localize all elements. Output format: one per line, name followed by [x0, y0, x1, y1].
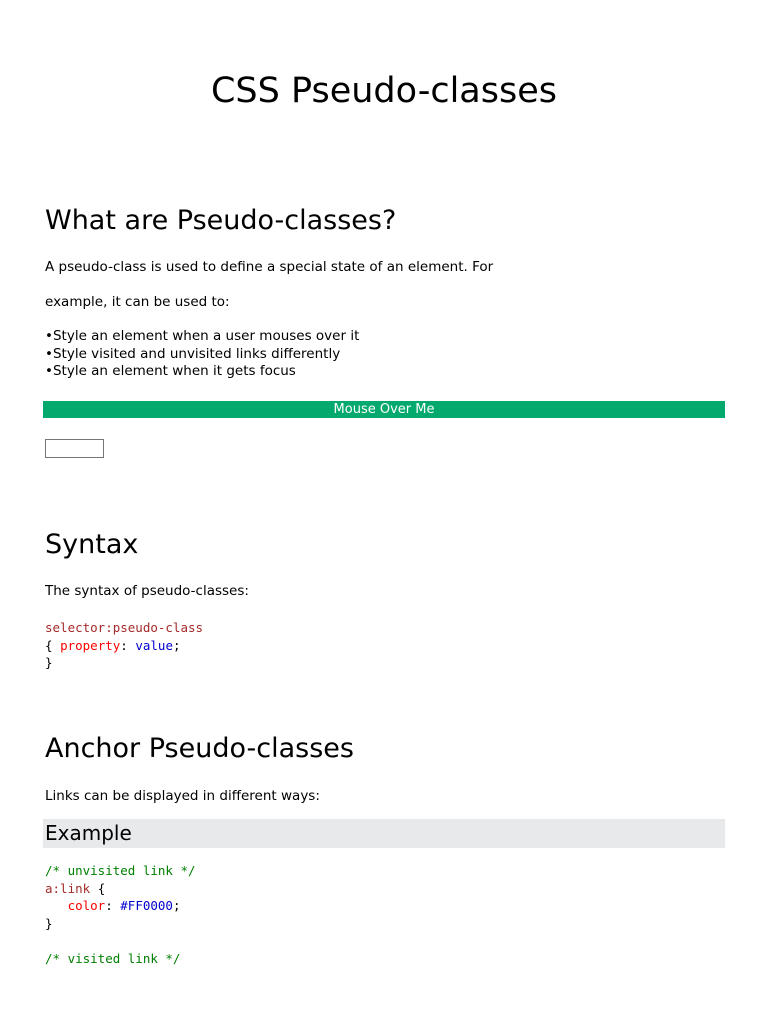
- section-heading-syntax: Syntax: [45, 529, 139, 560]
- code-comment: /* unvisited link */: [45, 863, 196, 878]
- code-open-brace: {: [45, 637, 53, 653]
- focus-demo-input[interactable]: [45, 439, 104, 458]
- anchor-code-block: [45, 862, 196, 967]
- code-value: value: [135, 637, 173, 653]
- code-value: #FF0000: [120, 898, 173, 913]
- code-colon: :: [105, 898, 113, 913]
- intro-paragraph-line-1: A pseudo-class is used to define a special state of an element. For: [45, 259, 494, 275]
- list-item: •Style an element when a user mouses over it: [45, 328, 360, 344]
- code-property: property: [60, 637, 121, 653]
- code-semicolon: ;: [172, 898, 181, 913]
- code-close-brace: }: [45, 655, 53, 670]
- list-item: •Style an element when it gets focus: [45, 363, 296, 379]
- anchor-intro: Links can be displayed in different ways:: [45, 788, 320, 804]
- intro-paragraph-line-2: example, it can be used to:: [45, 294, 230, 310]
- syntax-code-block: [45, 619, 203, 672]
- code-open-brace: {: [97, 880, 106, 896]
- usage-list: [45, 328, 359, 381]
- code-close-brace: }: [45, 915, 53, 931]
- code-selector: a:link: [45, 880, 91, 896]
- code-property: color: [67, 898, 106, 913]
- code-colon: :: [120, 637, 128, 653]
- example-label: Example: [45, 821, 132, 845]
- list-item: •Style visited and unvisited links differently: [45, 345, 341, 362]
- example-header: [43, 819, 725, 848]
- syntax-intro: The syntax of pseudo-classes:: [45, 583, 249, 599]
- code-selector: selector:pseudo-class: [45, 620, 204, 635]
- section-heading-anchor: Anchor Pseudo-classes: [45, 733, 354, 764]
- mouse-over-demo-bar[interactable]: Mouse Over Me: [43, 401, 725, 418]
- section-heading-what-are: What are Pseudo-classes?: [45, 205, 397, 236]
- page-title: CSS Pseudo-classes: [210, 71, 557, 111]
- code-semicolon: ;: [172, 637, 181, 653]
- code-comment: /* visited link */: [45, 950, 181, 966]
